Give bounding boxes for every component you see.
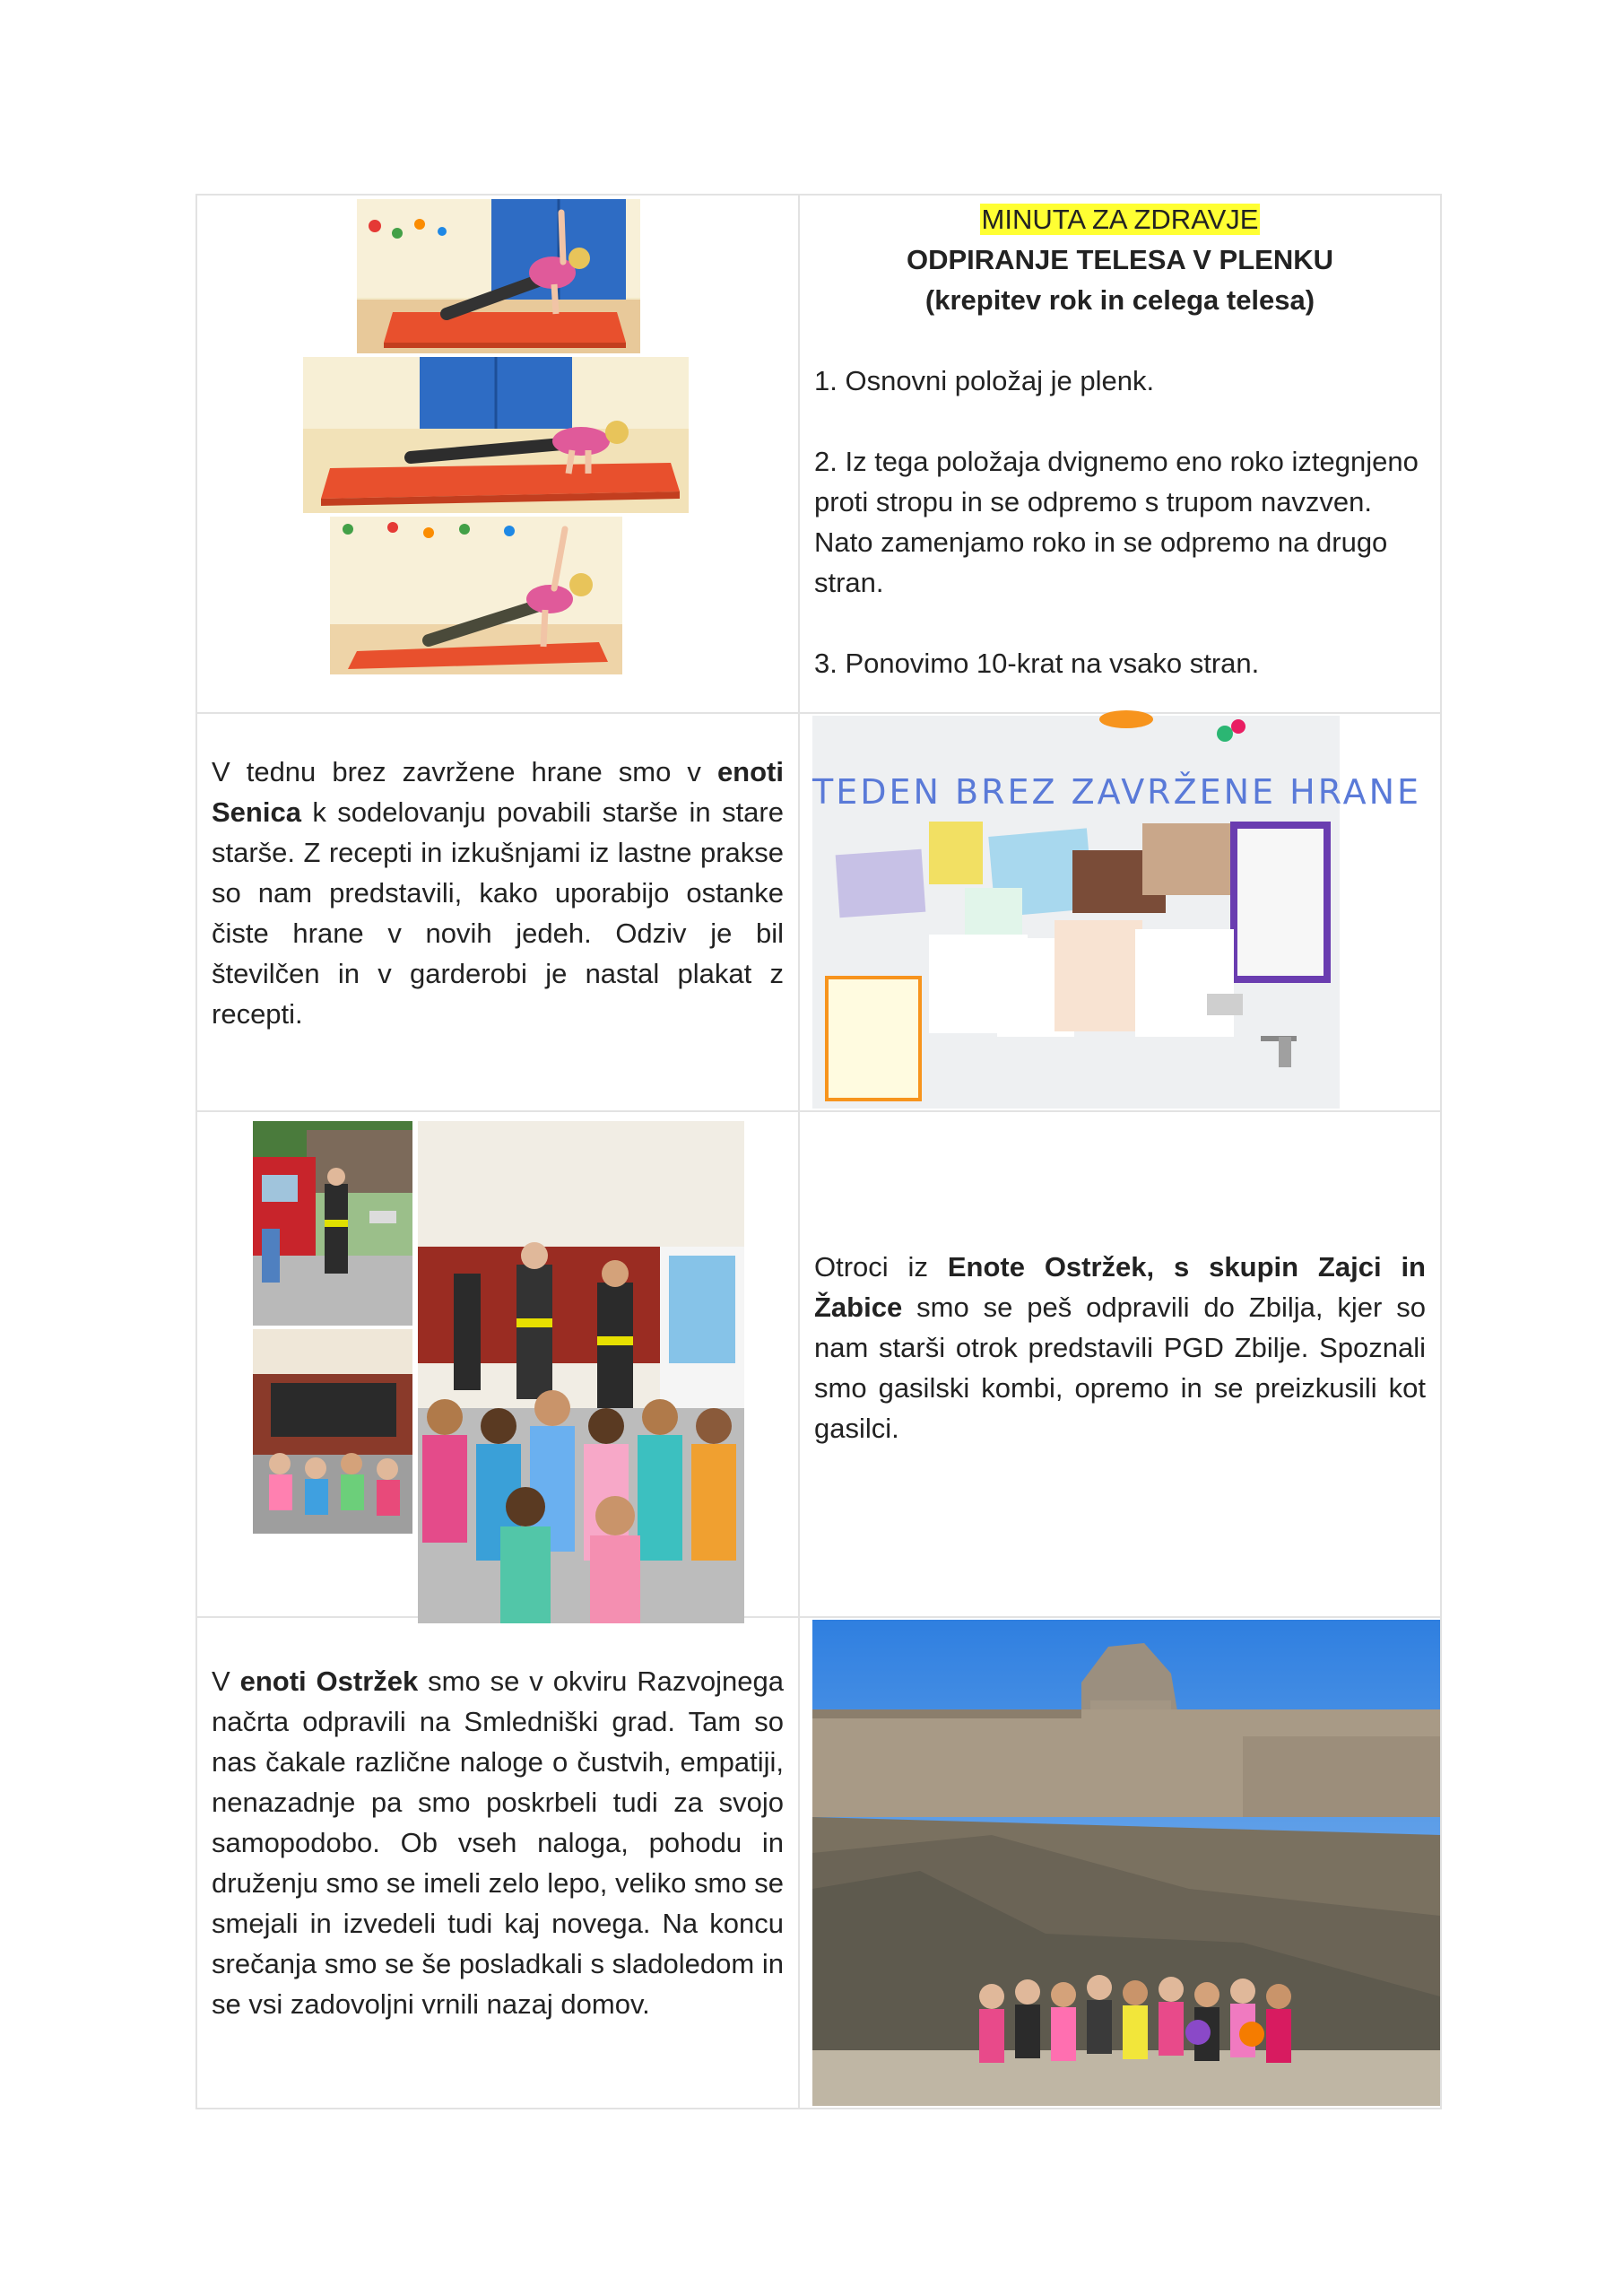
- text-run: Otroci iz: [814, 1251, 948, 1283]
- table-row: [196, 1617, 1441, 2109]
- exercise-text-cell: [799, 195, 1441, 713]
- text-run: V tednu brez zavržene hrane smo v: [212, 756, 717, 787]
- fire-visit-text-cell: [799, 1111, 1441, 1617]
- kicker-line: [814, 199, 1426, 239]
- step-2: 2. Iz tega položaja dvignemo eno roko iztegnjeno proti stropu in se odpremo s trupom navzven. Nato zamenjamo roko in se odpremo na drugo stran.: [814, 446, 1419, 598]
- text-run: smo se peš odpravili do Zbilja, kjer so nam starši otrok predstavili PGD Zbilje. Spoznali smo gasilski kombi, opremo in se preizkusili kot gasilci.: [814, 1292, 1426, 1444]
- text-run: smo se v okviru Razvojnega načrta odpravili na Smledniški grad. Tam so nas čakale različne naloge o čustvih, empatiji, nenazadnje pa smo poskrbeli tudi za svojo samopodobo. Ob vseh naloga, pohodu in druženju smo se imeli zelo lepo, veliko smo se smejali in izvedeli tudi kaj novega. Na koncu srečanja smo se še posladkali s sladoledom in se vsi zadovoljni vrnili nazaj domov.: [212, 1665, 785, 2020]
- castle-group-photo: [812, 1620, 1440, 2106]
- plank-photo-1: [357, 199, 640, 353]
- text-run: k sodelovanju povabili starše in stare starše. Z recepti in izkušnjami iz lastne prakse so nam predstavili, kako uporabijo ostanke čiste hrane v novih jedeh. Odziv je bil številčen in v garderobi je nastal plakat z recepti.: [212, 796, 784, 1030]
- step-3: 3. Ponovimo 10-krat na vsako stran.: [814, 648, 1260, 679]
- bold-run: enoti Senica: [212, 756, 784, 828]
- exercise-subtitle: (krepitev rok in celega telesa): [924, 284, 1315, 316]
- table-row: [196, 195, 1441, 713]
- table-row: [196, 1111, 1441, 1617]
- step-1: 1. Osnovni položaj je plenk.: [814, 365, 1155, 396]
- poster-photo-cell: [799, 713, 1441, 1111]
- senica-text-cell: [196, 713, 799, 1111]
- poster-banner-text: TEDEN BREZ ZAVRŽENE HRANE: [812, 772, 1422, 812]
- senica-paragraph: [212, 752, 784, 1034]
- garage-kids-photo: [253, 1329, 412, 1534]
- exercise-title: ODPIRANJE TELESA V PLENKU: [907, 244, 1333, 275]
- kicker-highlight: MINUTA ZA ZDRAVJE: [981, 204, 1259, 235]
- plank-photo-3: [330, 517, 622, 674]
- plank-photo-2: [303, 357, 689, 513]
- fire-station-photos-cell: [196, 1111, 799, 1617]
- table-row: [196, 713, 1441, 1111]
- fire-truck-photo: [253, 1121, 412, 1326]
- bold-run: Enote Ostržek, s skupin Zajci in Žabice: [814, 1251, 1426, 1323]
- castle-paragraph: [212, 1661, 784, 2024]
- text-run: V: [212, 1665, 240, 1697]
- firefighters-with-kids-photo: [418, 1121, 744, 1623]
- bold-run: enoti Ostržek: [239, 1665, 419, 1697]
- content-table: [195, 194, 1442, 2109]
- fire-visit-paragraph: [814, 1247, 1426, 1448]
- castle-text-cell: [196, 1617, 799, 2109]
- recipe-poster-photo: [812, 716, 1422, 1109]
- castle-photo-cell: [799, 1617, 1441, 2109]
- plank-photos-cell: [196, 195, 799, 713]
